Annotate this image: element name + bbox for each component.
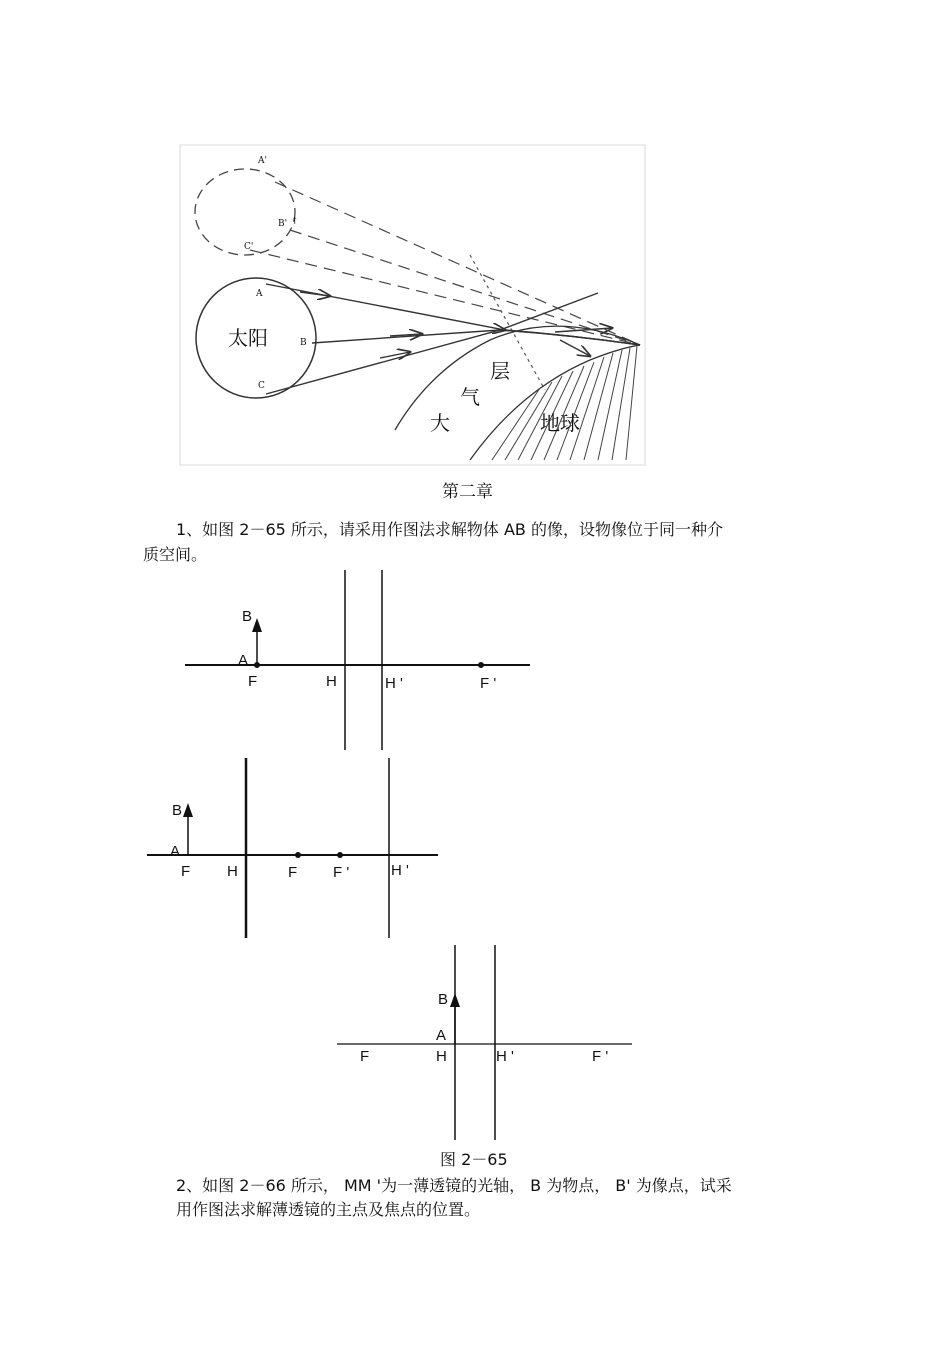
sun-point-b-label: B [300,338,307,348]
problem1-line1: 1、如图 2－65 所示，请采用作图法求解物体 AB 的像，设物像位于同一种介 [176,520,723,539]
point-f-prime-2 [337,852,343,858]
label-f-prime-1: F ' [480,675,497,692]
label-f-1: F [248,673,258,690]
object-arrowhead-2 [183,803,193,817]
earth-hatching [492,346,637,460]
label-a-3: A [436,1027,447,1044]
lens-diagram-1 [0,565,950,755]
label-h-3: H [436,1048,447,1065]
problem1-line2: 质空间。 [143,545,208,564]
point-f-1 [254,662,260,668]
label-a-2: A [170,843,181,860]
label-f-left-2: F [181,863,191,880]
object-arrowhead-1 [252,618,262,632]
label-b-3: B [438,991,449,1008]
label-h-prime-3: H ' [496,1048,514,1065]
point-f-prime-1 [478,662,484,668]
apparent-point-a-label: A' [258,156,267,166]
apparent-point-c-label: C' [244,242,254,252]
label-f-2: F [288,864,298,881]
figure-caption: 图 2－65 [440,1150,508,1169]
atmosphere-char-3: 层 [490,359,510,383]
sun-point-c-label: C [258,381,265,391]
label-f-prime-2: F ' [333,864,350,881]
apparent-point-b-arrow: ↑ [291,217,299,227]
label-a-1: A [238,652,249,669]
real-rays [266,284,640,394]
label-b-1: B [242,608,253,625]
atmospheric-refraction-figure [0,0,950,470]
label-f-3: F [360,1048,370,1065]
problem2-line1: 2、如图 2－66 所示， MM '为一薄透镜的光轴， B 为物点， B' 为像点，试采 [176,1176,732,1195]
point-f-2 [295,852,301,858]
lens-diagram-3 [0,940,950,1145]
lens-diagram-2 [0,755,950,940]
apparent-point-b-label: B' [278,219,288,229]
label-h-prime-2: H ' [391,862,409,879]
apparent-sight-lines [250,182,640,345]
label-h-2: H [227,863,238,880]
problem2-line2: 用作图法求解薄透镜的主点及焦点的位置。 [176,1200,481,1219]
chapter-title: 第二章 [442,482,493,502]
label-b-2: B [172,802,183,819]
earth-label: 地球 [540,411,580,435]
sun-label: 太阳 [228,326,268,350]
label-h-1: H [326,673,337,690]
label-h-prime-1: H ' [385,675,403,692]
label-f-prime-3: F ' [592,1048,609,1065]
atmosphere-char-2: 气 [460,385,480,409]
sun-point-a-label: A [256,289,263,299]
object-arrowhead-3 [450,993,460,1007]
atmosphere-char-1: 大 [430,411,450,435]
